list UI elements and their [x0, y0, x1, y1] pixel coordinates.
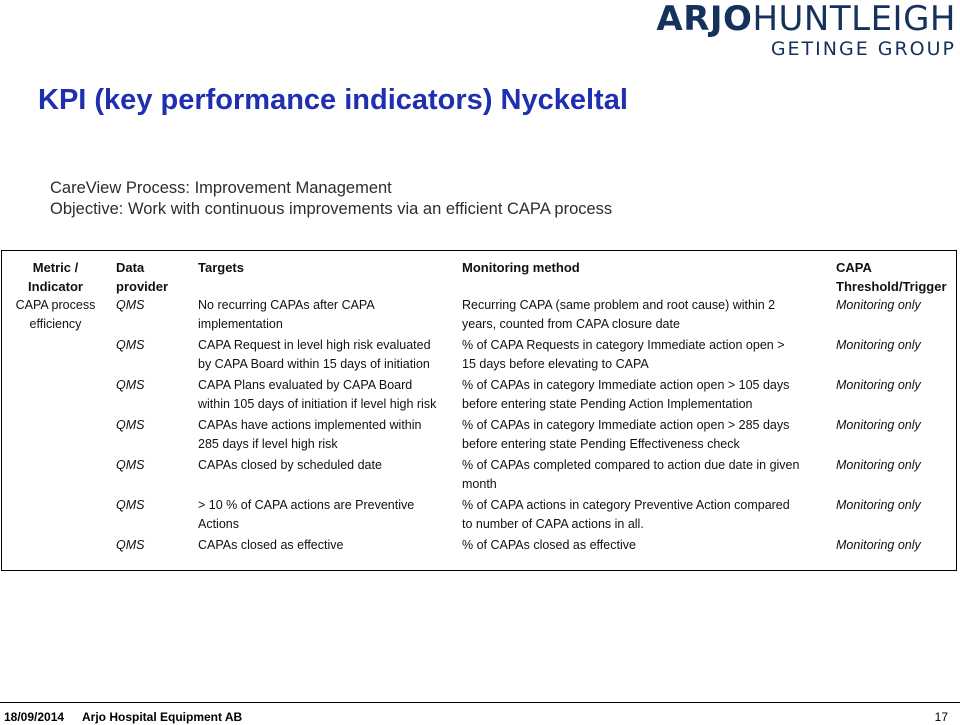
row-1-target-line2: implementation: [198, 317, 283, 331]
header-metric-line1: Metric /: [32, 260, 79, 275]
row-6-threshold: Monitoring only: [836, 498, 921, 512]
row-3-target: [198, 376, 453, 414]
footer-page-number: 17: [934, 710, 948, 724]
header-method: Monitoring method: [462, 260, 580, 275]
row-2-method-line2: 15 days before elevating to CAPA: [462, 357, 649, 371]
row-2-target-line1: CAPA Request in level high risk evaluated: [198, 338, 431, 352]
row-7-target-line1: CAPAs closed as effective: [198, 538, 344, 552]
logo-subtitle: GETINGE GROUP: [770, 38, 956, 60]
header-metric-line2: Indicator: [28, 279, 83, 294]
row-3-provider: QMS: [116, 378, 145, 392]
row-1-method: [462, 296, 822, 334]
footer-company: Arjo Hospital Equipment AB: [82, 710, 243, 724]
row-7-threshold: Monitoring only: [836, 538, 921, 552]
row-5-threshold: Monitoring only: [836, 458, 921, 472]
row-7-method-line1: % of CAPAs closed as effective: [462, 538, 636, 552]
row-6-target-line2: Actions: [198, 517, 239, 531]
row-3-method-line2: before entering state Pending Action Implementation: [462, 397, 753, 411]
row-3-target-line2: within 105 days of initiation if level high risk: [198, 397, 437, 411]
row-5-method: [462, 456, 822, 494]
row-6-target: [198, 496, 453, 534]
row-1-target-line1: No recurring CAPAs after CAPA: [198, 298, 375, 312]
logo-bold-text: ARJO: [656, 0, 753, 39]
footer-date: 18/09/2014: [4, 710, 65, 724]
header-metric: [8, 258, 103, 296]
metric-value-line1: CAPA process: [15, 298, 96, 312]
row-7-method: [462, 536, 822, 555]
row-6-target-line1: > 10 % of CAPA actions are Preventive: [198, 498, 415, 512]
row-4-method-line2: before entering state Pending Effectiveness check: [462, 437, 740, 451]
row-1-threshold: Monitoring only: [836, 298, 921, 312]
row-3-method: [462, 376, 822, 414]
header-provider-line2: provider: [116, 279, 169, 294]
row-3-method-line1: % of CAPAs in category Immediate action open > 105 days: [462, 378, 790, 392]
header-provider: [116, 258, 186, 296]
row-5-target: [198, 456, 453, 475]
header-threshold-line2: Threshold/Trigger: [836, 279, 947, 294]
row-2-target-line2: by CAPA Board within 15 days of initiation: [198, 357, 430, 371]
row-4-target-line2: 285 days if level high risk: [198, 437, 338, 451]
row-2-target: [198, 336, 453, 374]
row-1-method-line2: years, counted from CAPA closure date: [462, 317, 680, 331]
row-6-method-line2: to number of CAPA actions in all.: [462, 517, 644, 531]
row-3-target-line1: CAPA Plans evaluated by CAPA Board: [198, 378, 413, 392]
row-2-method-line1: % of CAPA Requests in category Immediate action open >: [462, 338, 785, 352]
row-4-target-line1: CAPAs have actions implemented within: [198, 418, 422, 432]
row-1-target: [198, 296, 453, 334]
row-2-provider: QMS: [116, 338, 145, 352]
process-line: CareView Process: Improvement Management: [50, 179, 392, 197]
row-4-method: [462, 416, 822, 454]
footer-divider: [0, 702, 960, 703]
objective-line: Objective: Work with continuous improvements via an efficient CAPA process: [50, 200, 613, 218]
header-provider-line1: Data: [116, 260, 145, 275]
row-7-target: [198, 536, 453, 555]
logo-light-text: HUNTLEIGH: [752, 0, 956, 39]
metric-value-line2: efficiency: [29, 317, 82, 331]
company-logo: [656, 0, 956, 60]
row-7-provider: QMS: [116, 538, 145, 552]
row-4-method-line1: % of CAPAs in category Immediate action open > 285 days: [462, 418, 790, 432]
row-3-threshold: Monitoring only: [836, 378, 921, 392]
row-4-provider: QMS: [116, 418, 145, 432]
header-threshold: [836, 258, 960, 296]
row-1-provider: QMS: [116, 298, 145, 312]
row-6-method-line1: % of CAPA actions in category Preventive Action compared: [462, 498, 790, 512]
row-6-provider: QMS: [116, 498, 145, 512]
row-5-target-line1: CAPAs closed by scheduled date: [198, 458, 382, 472]
row-4-target: [198, 416, 453, 454]
row-5-provider: QMS: [116, 458, 145, 472]
row-2-method: [462, 336, 822, 374]
row-5-method-line1: % of CAPAs completed compared to action due date in given: [462, 458, 800, 472]
row-1-method-line1: Recurring CAPA (same problem and root cause) within 2: [462, 298, 776, 312]
row-4-threshold: Monitoring only: [836, 418, 921, 432]
metric-value: [8, 296, 103, 334]
row-6-method: [462, 496, 822, 534]
page-title: KPI (key performance indicators) Nyckeltal: [38, 84, 628, 116]
header-targets: Targets: [198, 260, 244, 275]
row-2-threshold: Monitoring only: [836, 338, 921, 352]
row-5-method-line2: month: [462, 477, 497, 491]
header-threshold-line1: CAPA: [836, 260, 872, 275]
